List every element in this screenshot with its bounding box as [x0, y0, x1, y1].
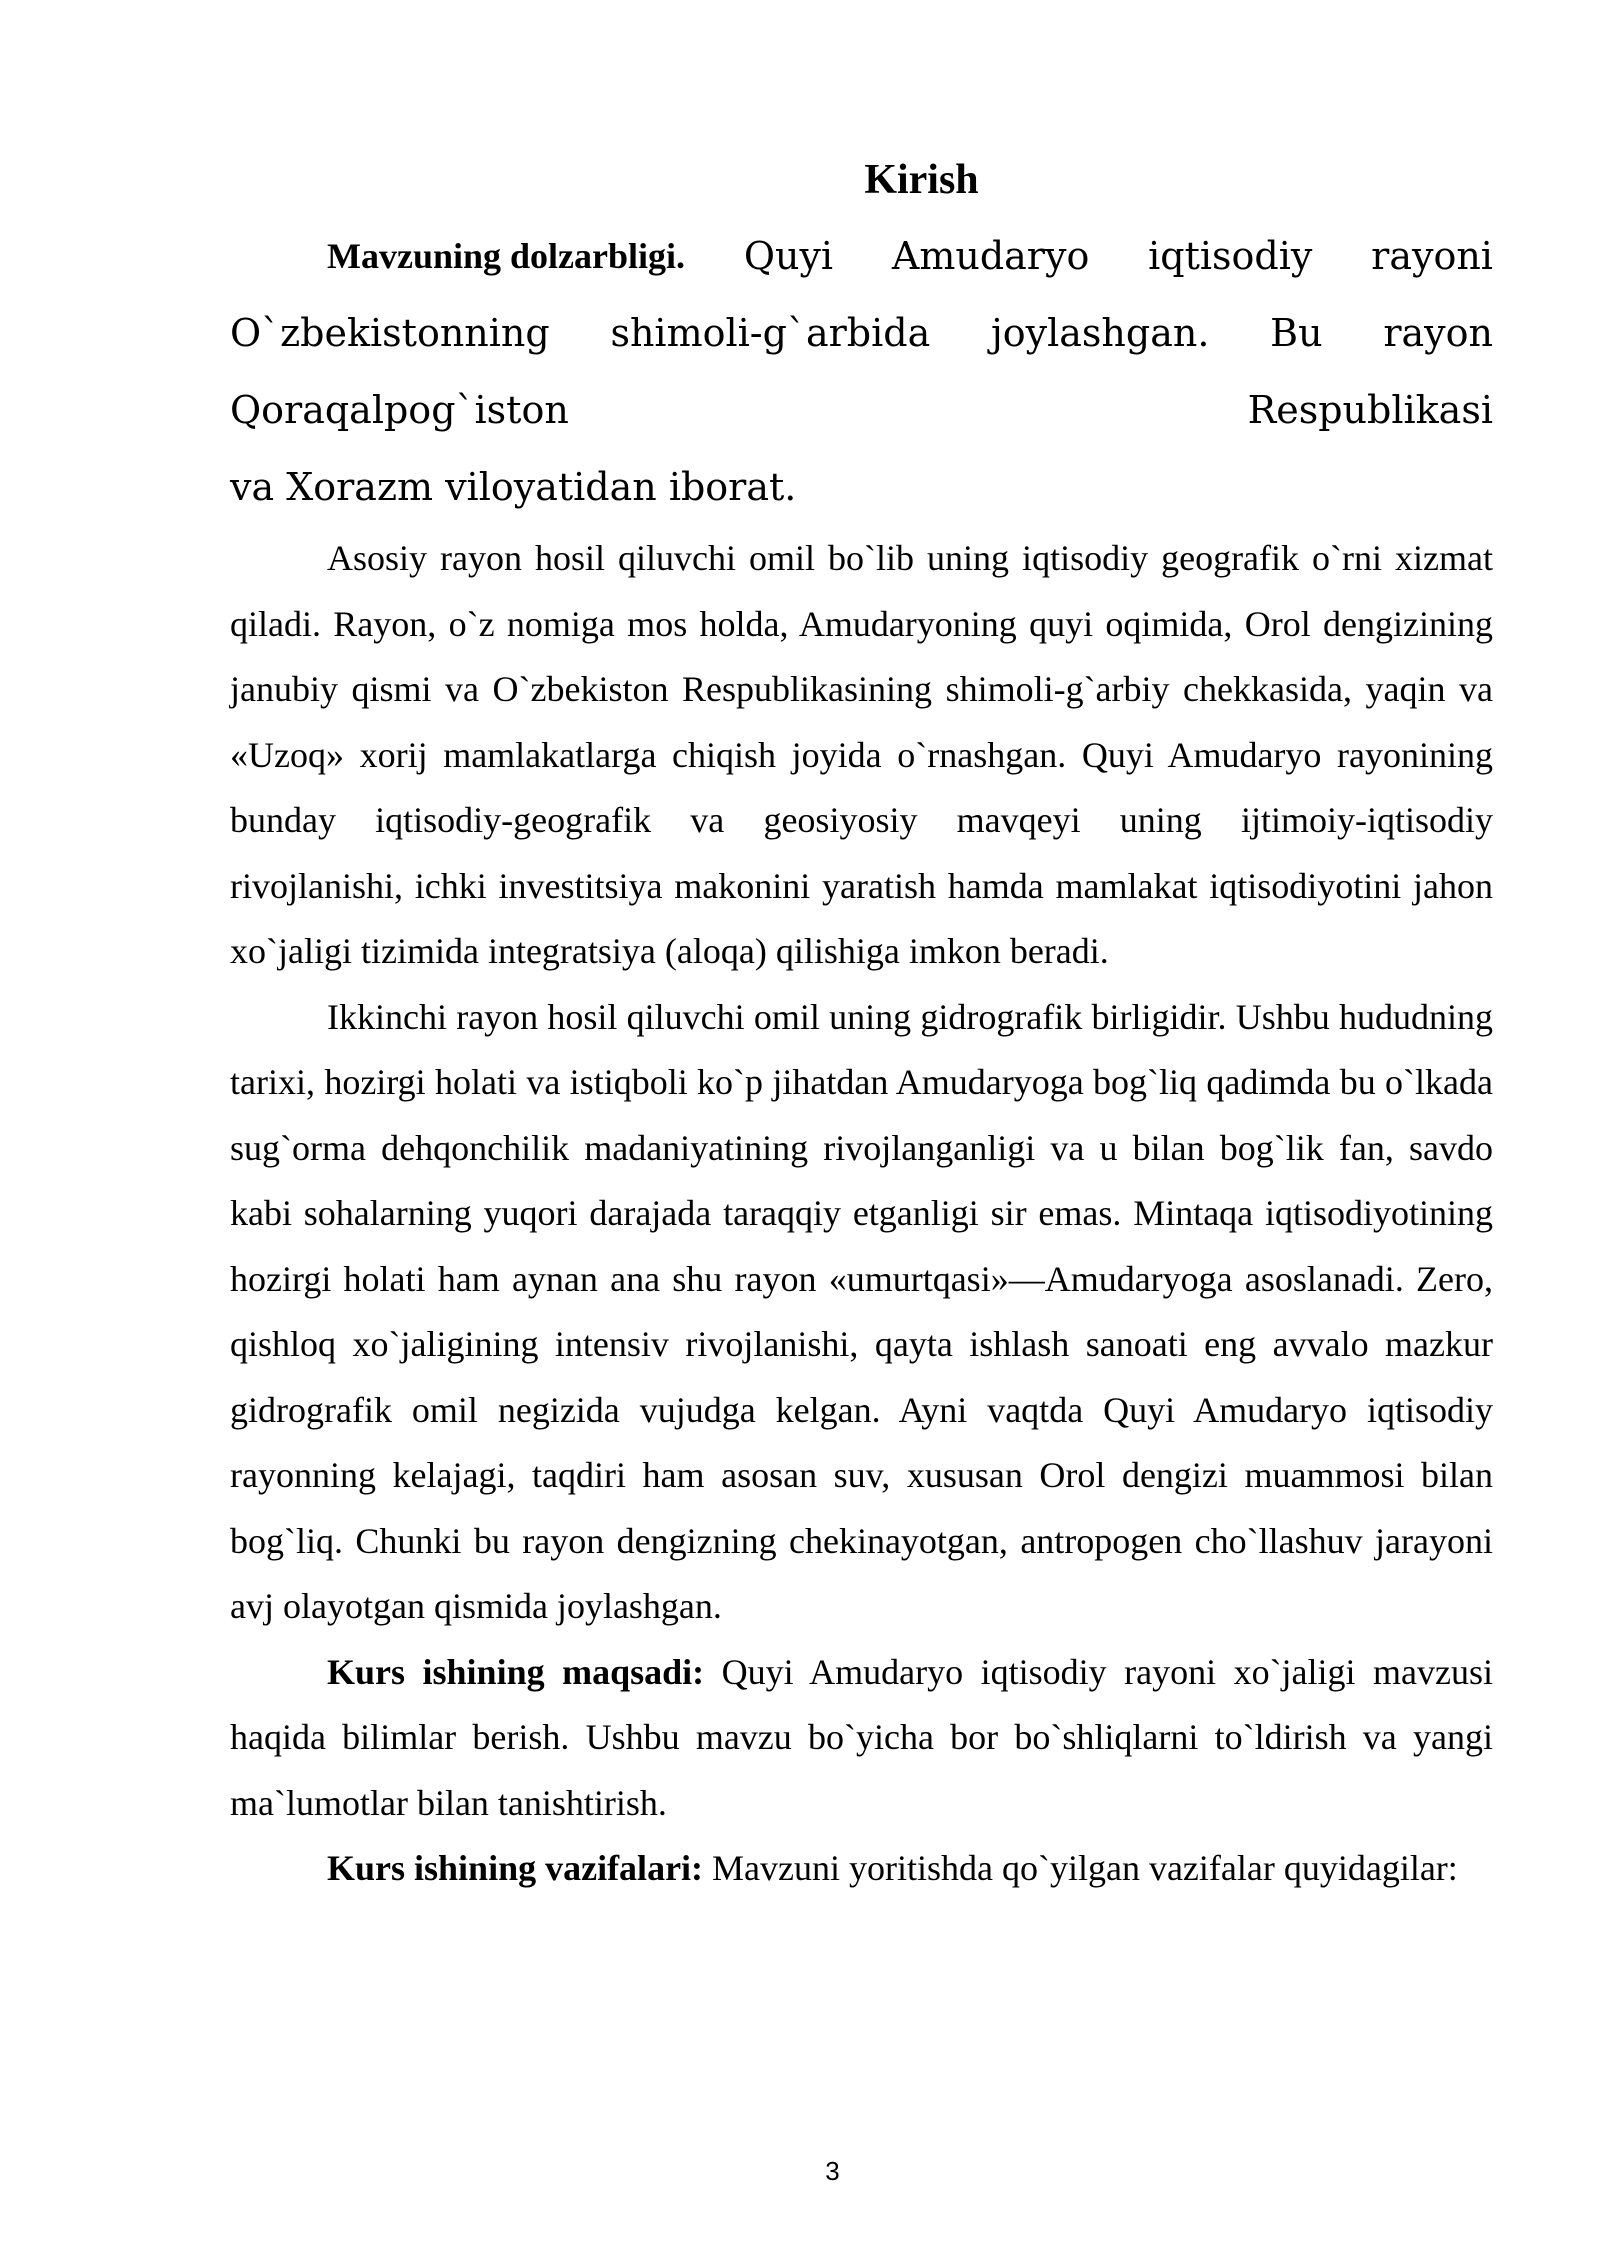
word: iqtisodiy: [1148, 234, 1313, 278]
word: Bu: [1270, 311, 1323, 355]
paragraph-tasks: [230, 1836, 1493, 1902]
word: Qoraqalpog`iston: [230, 388, 569, 432]
paragraph-text: Quyi Amudaryo iqtisodiy rayoni xo`jaligi mavzusi haqida bilimlar berish. Ushbu mavzu bo`yicha bor bo`shliqlarni to`ldirish va yangi ma`lumotlar bilan tanishtirish.: [230, 1651, 1494, 1823]
paragraph-label: Kurs ishining vazifalari:: [327, 1848, 704, 1888]
word: Respublikasi: [1247, 388, 1493, 432]
paragraph-hydrography: [230, 985, 1493, 1640]
word: Amudaryo: [891, 234, 1090, 278]
body-text: [230, 526, 1493, 1902]
word: rayoni: [1371, 234, 1493, 278]
paragraph-text: Asosiy rayon hosil qiluvchi omil bo`lib uning iqtisodiy geografik o`rni xizmat qiladi. Rayon, o`z nomiga mos holda, Amudaryoning quyi oqimida, Orol dengizining janubiy qismi va O`zbekiston Respublikasining shimoli-g`arbiy chekkasida, yaqin va «Uzoq» xorij mamlakatlarga chiqish joyida o`rnashgan. Quyi Amudaryo rayonining bunday iqtisodiy-geografik va geosiyosiy mavqeyi uning ijtimoiy-iqtisodiy rivojlanishi, ichki investitsiya makonini yaratish hamda mamlakat iqtisodiyotini jahon xo`jaligi tizimida integratsiya (aloqa) qilishiga imkon beradi.: [230, 538, 1493, 971]
intro-line-1: [230, 218, 1493, 295]
page-title: Kirish: [864, 157, 979, 203]
word: O`zbekistonning: [230, 311, 550, 355]
intro-line-4: [230, 449, 1493, 526]
intro-line-3: [230, 372, 1493, 449]
intro-label: Mavzuning dolzarbligi.: [327, 236, 686, 276]
word: rayon: [1383, 311, 1493, 355]
word: Quyi: [743, 234, 834, 278]
paragraph-label: Kurs ishining maqsadi:: [327, 1651, 705, 1692]
paragraph-goal: [230, 1640, 1493, 1837]
intro-paragraph: [230, 218, 1493, 526]
paragraph-text: Ikkinchi rayon hosil qiluvchi omil uning gidrografik birligidir. Ushbu hududning tarixi, hozirgi holati va istiqboli ko`p jihatdan Amudaryoga bog`liq qadimda bu o`lkada sug`orma dehqonchilik madaniyatining rivojlanganligi va u bilan bog`lik fan, savdo kabi sohalarning yuqori darajada taraqqiy etganligi sir emas. Mintaqa iqtisodiyotining hozirgi holati ham aynan ana shu rayon «umurtqasi»—Amudaryoga asoslanadi. Zero, qishloq xo`jaligining intensiv rivojlanishi, qayta ishlash sanoati eng avvalo mazkur gidrografik omil negizida vujudga kelgan. Ayni vaqtda Quyi Amudaryo iqtisodiy rayonning kelajagi, taqdiri ham asosan suv, xususan Orol dengizi muammosi bilan bog`liq. Chunki bu rayon dengizning chekinayotgan, antropogen cho`llashuv jarayoni avj olayotgan qismida joylashgan.: [230, 996, 1493, 1626]
paragraph-location: [230, 526, 1493, 985]
word: joylashgan.: [990, 311, 1210, 355]
page-number: 3: [825, 2156, 840, 2186]
paragraph-text: Mavzuni yoritishda qo`yilgan vazifalar quyidagilar:: [703, 1848, 1458, 1888]
line-text: va Xorazm viloyatidan iborat.: [230, 465, 797, 509]
intro-line-2: [230, 295, 1493, 372]
word: shimoli-g`arbida: [610, 311, 931, 355]
